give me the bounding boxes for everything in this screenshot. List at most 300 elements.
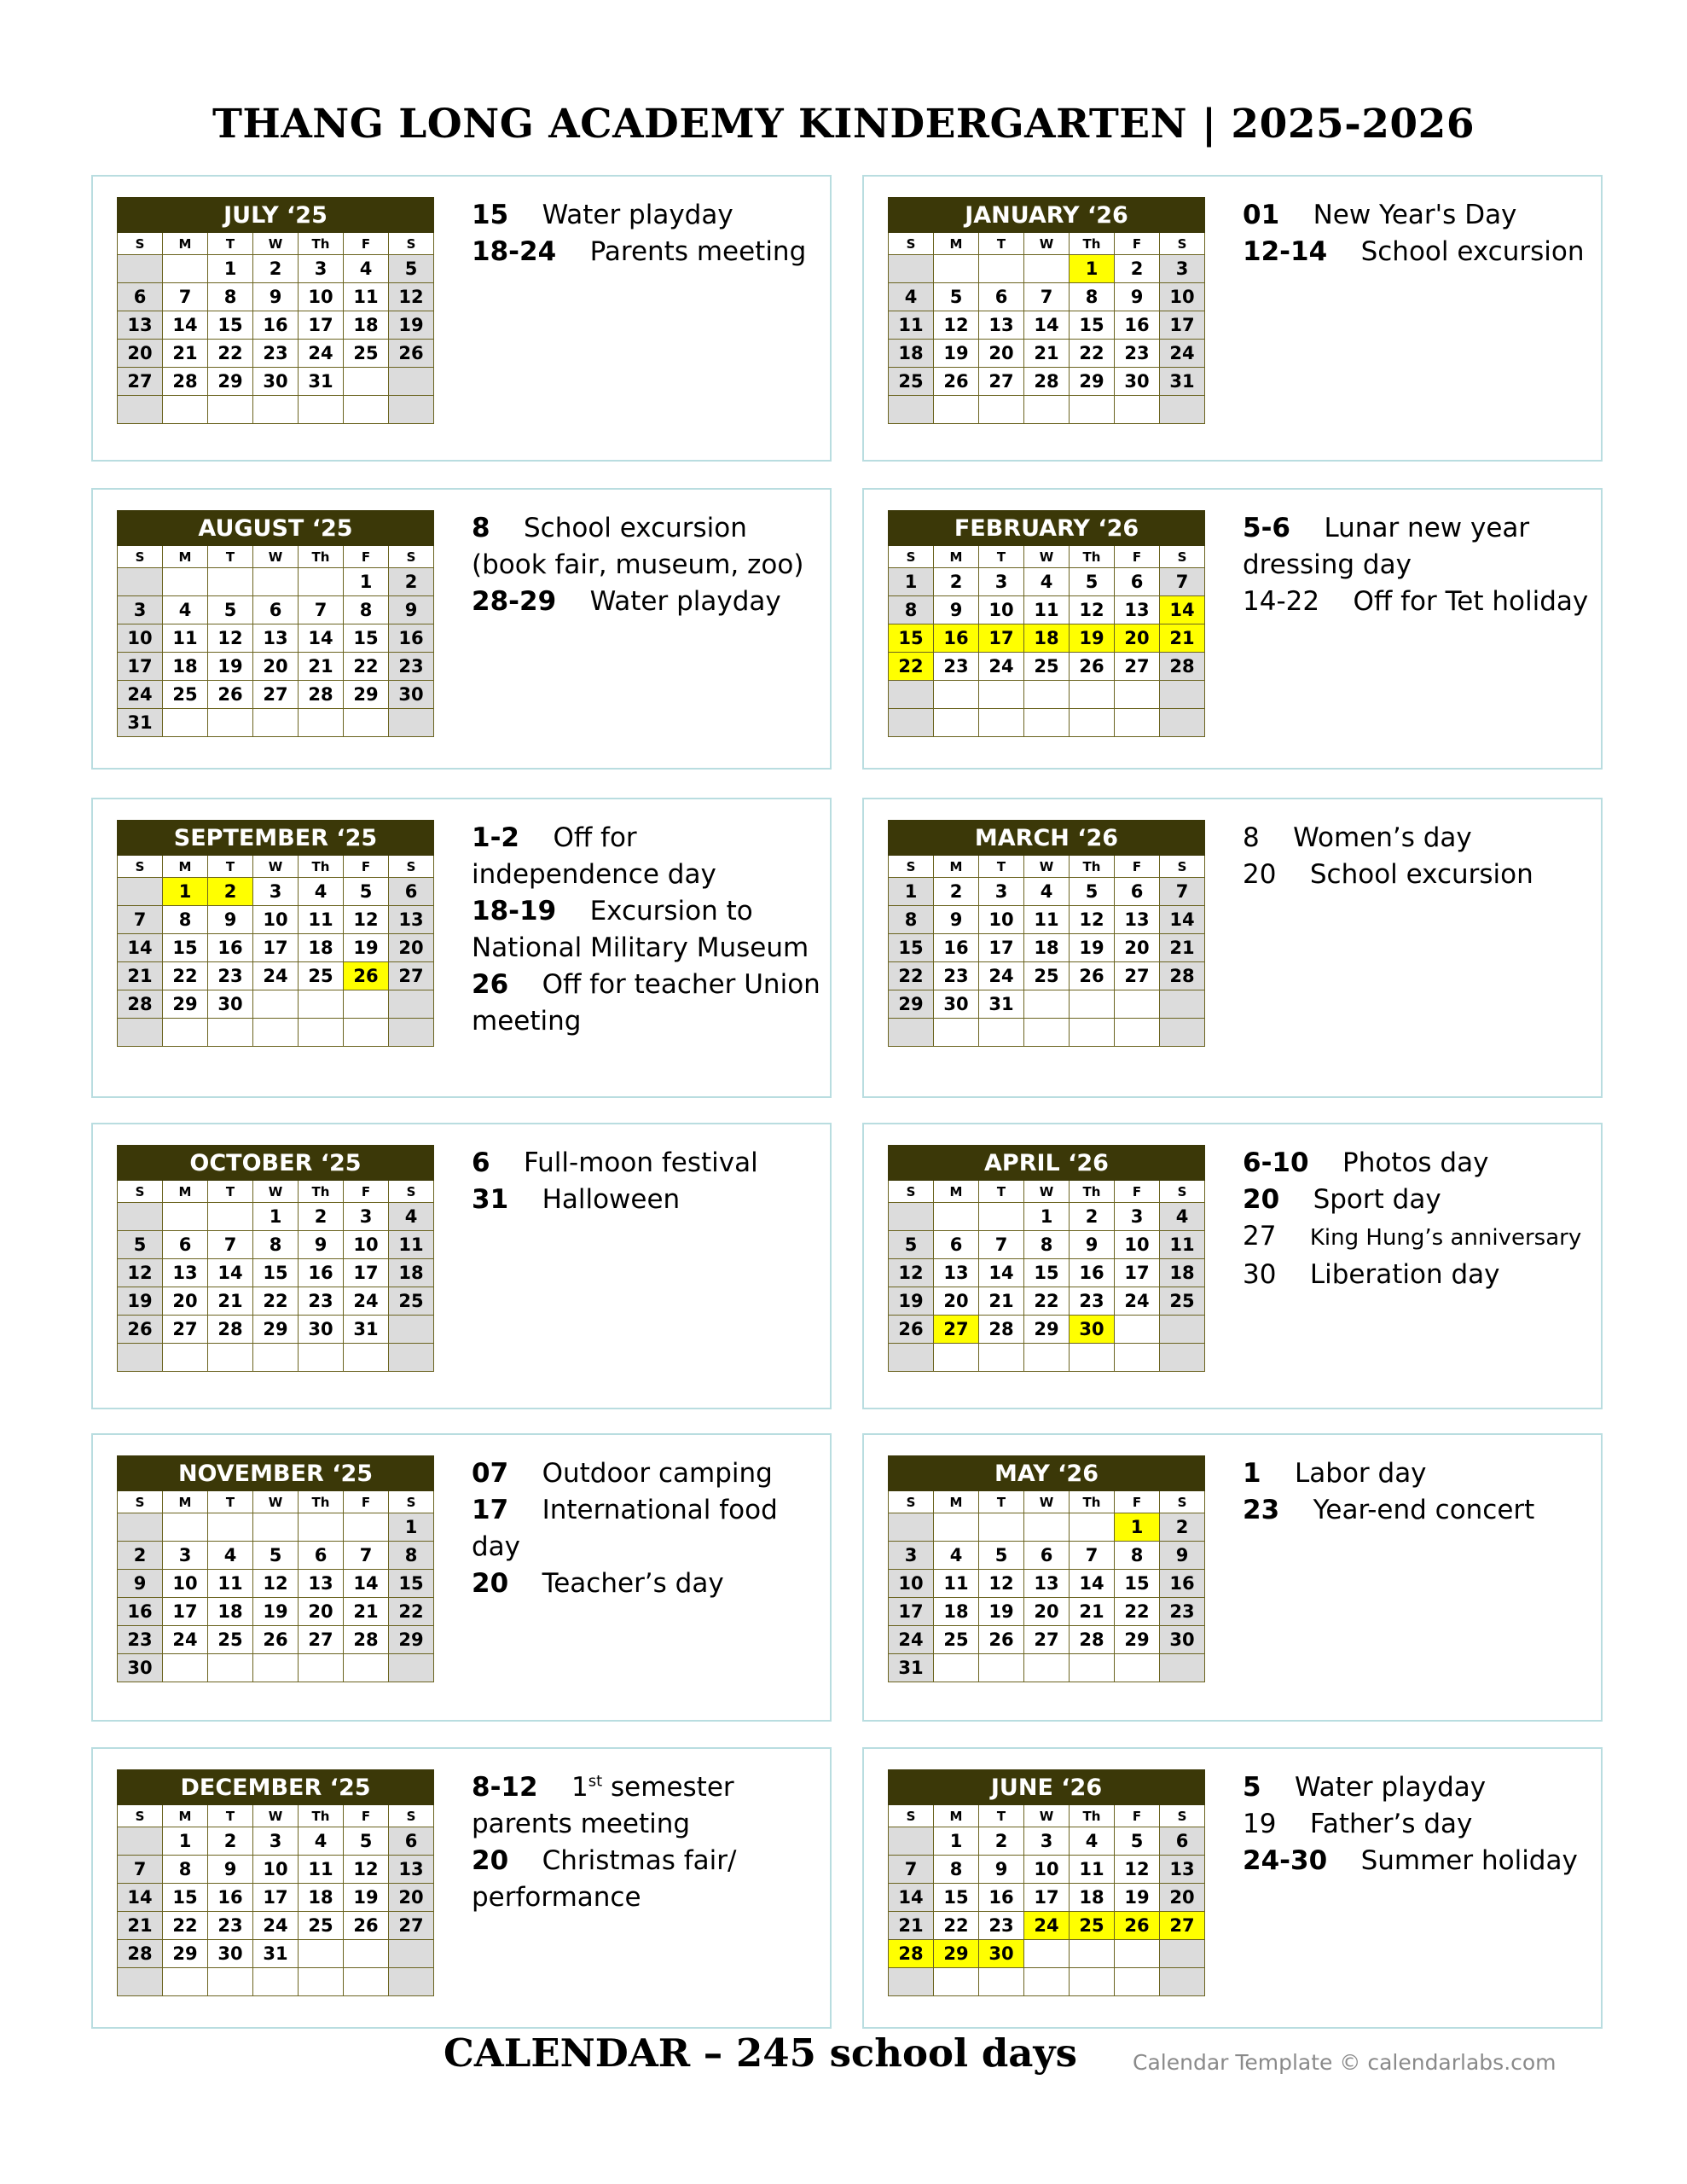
day-cell [1115, 990, 1160, 1019]
event-date: 20 [472, 1568, 509, 1599]
day-cell: 27 [253, 681, 299, 709]
footer-school-days: CALENDAR – 245 school days [443, 2030, 1077, 2076]
day-cell [208, 1513, 253, 1542]
weekday-header: S [389, 1805, 434, 1827]
day-cell: 30 [1070, 1316, 1115, 1344]
day-cell [1160, 396, 1205, 424]
day-cell [934, 709, 979, 737]
day-cell [889, 1203, 934, 1231]
day-cell: 29 [163, 990, 208, 1019]
month-name: JULY ‘25 [118, 198, 434, 233]
day-cell: 21 [1160, 624, 1205, 653]
day-cell [1160, 1968, 1205, 1996]
day-cell: 31 [253, 1940, 299, 1968]
day-cell [1024, 1654, 1070, 1682]
day-cell: 12 [208, 624, 253, 653]
day-cell [889, 396, 934, 424]
weekday-header: Th [1070, 856, 1115, 878]
day-cell: 5 [208, 596, 253, 624]
weekday-header: Th [1070, 1805, 1115, 1827]
event-item [1243, 1455, 1601, 1492]
event-title: Outdoor camping [542, 1458, 773, 1489]
day-cell [1024, 681, 1070, 709]
day-cell: 9 [979, 1856, 1024, 1884]
weekday-header: T [208, 1181, 253, 1203]
day-cell: 10 [979, 596, 1024, 624]
day-cell [979, 1513, 1024, 1542]
weekday-header: M [934, 546, 979, 568]
day-cell: 24 [344, 1287, 389, 1316]
event-item [472, 1769, 830, 1843]
day-cell [889, 1344, 934, 1372]
day-cell: 18 [208, 1598, 253, 1626]
day-cell: 27 [389, 1912, 434, 1940]
month-panel [862, 798, 1603, 1098]
day-cell: 19 [344, 1884, 389, 1912]
day-cell: 29 [1024, 1316, 1070, 1344]
day-cell: 17 [1024, 1884, 1070, 1912]
day-cell [344, 990, 389, 1019]
event-title: King Hung’s anniversary [1309, 1225, 1582, 1251]
day-cell: 25 [299, 1912, 344, 1940]
month-calendar [117, 1769, 434, 1996]
day-cell: 22 [344, 653, 389, 681]
day-cell: 7 [208, 1231, 253, 1259]
day-cell: 30 [208, 1940, 253, 1968]
day-cell: 20 [1115, 624, 1160, 653]
day-cell: 16 [934, 934, 979, 962]
day-cell: 22 [1024, 1287, 1070, 1316]
day-cell: 28 [1160, 653, 1205, 681]
day-cell: 11 [1160, 1231, 1205, 1259]
event-title: Summer holiday [1360, 1845, 1578, 1876]
event-date: 18-24 [472, 236, 557, 267]
day-cell: 23 [1070, 1287, 1115, 1316]
day-cell: 4 [1024, 568, 1070, 596]
weekday-header: W [253, 233, 299, 255]
day-cell: 23 [1115, 340, 1160, 368]
day-cell [934, 396, 979, 424]
day-cell: 4 [1070, 1827, 1115, 1856]
day-cell: 6 [118, 283, 163, 311]
day-cell: 22 [934, 1912, 979, 1940]
day-cell: 6 [1115, 568, 1160, 596]
event-title: School excursion [1360, 236, 1585, 267]
event-item [472, 1455, 830, 1492]
weekday-header: S [118, 546, 163, 568]
day-cell [299, 1019, 344, 1047]
day-cell: 17 [253, 1884, 299, 1912]
day-cell: 20 [118, 340, 163, 368]
month-calendar [117, 510, 434, 737]
day-cell: 9 [934, 906, 979, 934]
day-cell: 30 [389, 681, 434, 709]
day-cell [118, 1513, 163, 1542]
weekday-header: M [934, 1491, 979, 1513]
day-cell: 15 [253, 1259, 299, 1287]
day-cell [1024, 1344, 1070, 1372]
day-cell: 5 [253, 1542, 299, 1570]
weekday-header: S [889, 233, 934, 255]
day-cell [1070, 1344, 1115, 1372]
month-calendar [888, 1769, 1205, 1996]
weekday-header: S [1160, 233, 1205, 255]
day-cell [208, 1654, 253, 1682]
day-cell: 11 [163, 624, 208, 653]
day-cell: 15 [934, 1884, 979, 1912]
day-cell: 5 [1070, 568, 1115, 596]
day-cell: 2 [389, 568, 434, 596]
day-cell: 12 [253, 1570, 299, 1598]
day-cell: 20 [934, 1287, 979, 1316]
day-cell: 18 [344, 311, 389, 340]
day-cell: 29 [208, 368, 253, 396]
event-item [1243, 1806, 1601, 1843]
event-item [472, 510, 830, 584]
day-cell: 26 [1115, 1912, 1160, 1940]
day-cell: 4 [163, 596, 208, 624]
day-cell: 3 [1160, 255, 1205, 283]
day-cell: 19 [389, 311, 434, 340]
day-cell: 8 [1115, 1542, 1160, 1570]
weekday-header: F [1115, 1491, 1160, 1513]
weekday-header: S [1160, 1181, 1205, 1203]
day-cell [344, 1019, 389, 1047]
weekday-header: W [253, 546, 299, 568]
day-cell: 5 [1115, 1827, 1160, 1856]
day-cell: 27 [1115, 962, 1160, 990]
event-item [1243, 1769, 1601, 1806]
day-cell [163, 396, 208, 424]
weekday-header: Th [299, 1491, 344, 1513]
day-cell: 21 [889, 1912, 934, 1940]
day-cell: 20 [389, 1884, 434, 1912]
day-cell: 28 [118, 1940, 163, 1968]
event-date: 17 [472, 1495, 509, 1525]
day-cell: 9 [934, 596, 979, 624]
day-cell: 14 [889, 1884, 934, 1912]
day-cell [934, 1654, 979, 1682]
day-cell: 23 [208, 962, 253, 990]
weekday-header: T [208, 546, 253, 568]
day-cell: 7 [118, 906, 163, 934]
weekday-header: Th [299, 546, 344, 568]
day-cell: 31 [344, 1316, 389, 1344]
day-cell: 25 [934, 1626, 979, 1654]
day-cell: 1 [344, 568, 389, 596]
events-list [472, 820, 830, 1040]
day-cell [1160, 681, 1205, 709]
day-cell: 8 [253, 1231, 299, 1259]
day-cell: 13 [1024, 1570, 1070, 1598]
day-cell: 15 [889, 624, 934, 653]
day-cell [163, 1968, 208, 1996]
day-cell [299, 1344, 344, 1372]
day-cell: 13 [389, 1856, 434, 1884]
day-cell: 25 [1070, 1912, 1115, 1940]
day-cell: 10 [1115, 1231, 1160, 1259]
day-cell: 4 [1024, 878, 1070, 906]
day-cell [389, 1940, 434, 1968]
day-cell: 7 [979, 1231, 1024, 1259]
day-cell: 24 [118, 681, 163, 709]
day-cell: 14 [1160, 596, 1205, 624]
month-panel [91, 1433, 832, 1722]
day-cell: 21 [979, 1287, 1024, 1316]
weekday-header: F [1115, 1805, 1160, 1827]
day-cell [118, 1019, 163, 1047]
day-cell [118, 396, 163, 424]
day-cell: 30 [253, 368, 299, 396]
day-cell: 25 [1024, 653, 1070, 681]
day-cell [1070, 1654, 1115, 1682]
day-cell: 21 [118, 962, 163, 990]
month-calendar [117, 197, 434, 424]
weekday-header: T [208, 1805, 253, 1827]
event-item [1243, 1257, 1601, 1293]
day-cell: 16 [1115, 311, 1160, 340]
day-cell: 30 [1160, 1626, 1205, 1654]
day-cell: 21 [1024, 340, 1070, 368]
day-cell: 12 [889, 1259, 934, 1287]
day-cell: 12 [344, 1856, 389, 1884]
day-cell [344, 709, 389, 737]
weekday-header: F [1115, 546, 1160, 568]
day-cell: 19 [889, 1287, 934, 1316]
day-cell: 29 [1070, 368, 1115, 396]
day-cell [344, 1940, 389, 1968]
day-cell: 9 [299, 1231, 344, 1259]
day-cell: 5 [389, 255, 434, 283]
day-cell [1115, 1654, 1160, 1682]
event-item [472, 967, 830, 1040]
month-panel [91, 798, 832, 1098]
month-name: MAY ‘26 [889, 1456, 1205, 1491]
month-name: OCTOBER ‘25 [118, 1146, 434, 1181]
day-cell: 24 [253, 1912, 299, 1940]
day-cell [208, 709, 253, 737]
day-cell [163, 1654, 208, 1682]
day-cell: 30 [934, 990, 979, 1019]
day-cell [299, 990, 344, 1019]
day-cell: 30 [979, 1940, 1024, 1968]
day-cell: 8 [208, 283, 253, 311]
events-list [1243, 510, 1601, 620]
weekday-header: T [979, 1181, 1024, 1203]
day-cell: 7 [1160, 878, 1205, 906]
weekday-header: M [163, 1805, 208, 1827]
day-cell: 20 [1160, 1884, 1205, 1912]
event-date: 8-12 [472, 1772, 538, 1803]
day-cell: 23 [979, 1912, 1024, 1940]
day-cell: 22 [163, 962, 208, 990]
event-title: Lunar new year dressing day [1243, 513, 1530, 580]
day-cell: 23 [934, 653, 979, 681]
day-cell: 15 [1024, 1259, 1070, 1287]
weekday-header: F [344, 546, 389, 568]
day-cell: 4 [1160, 1203, 1205, 1231]
event-title: Off for Tet holiday [1353, 586, 1589, 617]
day-cell [889, 681, 934, 709]
day-cell [979, 1203, 1024, 1231]
month-name: JANUARY ‘26 [889, 198, 1205, 233]
weekday-header: S [889, 546, 934, 568]
day-cell [1024, 396, 1070, 424]
day-cell: 28 [118, 990, 163, 1019]
day-cell: 17 [253, 934, 299, 962]
day-cell: 8 [163, 1856, 208, 1884]
day-cell: 14 [1024, 311, 1070, 340]
month-calendar [888, 197, 1205, 424]
day-cell: 14 [1070, 1570, 1115, 1598]
day-cell: 13 [253, 624, 299, 653]
day-cell: 26 [389, 340, 434, 368]
day-cell: 2 [1115, 255, 1160, 283]
weekday-header: M [163, 546, 208, 568]
day-cell [299, 1654, 344, 1682]
day-cell: 13 [1115, 596, 1160, 624]
weekday-header: S [118, 233, 163, 255]
template-credit: Calendar Template © calendarlabs.com [1133, 2050, 1557, 2075]
day-cell: 29 [163, 1940, 208, 1968]
day-cell: 2 [208, 878, 253, 906]
day-cell: 17 [118, 653, 163, 681]
day-cell [1024, 1513, 1070, 1542]
day-cell: 8 [344, 596, 389, 624]
day-cell [344, 1344, 389, 1372]
day-cell [1160, 1344, 1205, 1372]
event-item [472, 1843, 830, 1916]
weekday-header: M [934, 233, 979, 255]
event-title: Sport day [1313, 1184, 1441, 1215]
day-cell: 31 [118, 709, 163, 737]
weekday-header: S [118, 1181, 163, 1203]
weekday-header: M [934, 856, 979, 878]
month-panel [862, 1433, 1603, 1722]
day-cell: 10 [299, 283, 344, 311]
day-cell: 14 [163, 311, 208, 340]
day-cell: 11 [344, 283, 389, 311]
day-cell: 4 [389, 1203, 434, 1231]
day-cell [1115, 1344, 1160, 1372]
day-cell: 16 [299, 1259, 344, 1287]
day-cell [979, 255, 1024, 283]
day-cell: 31 [299, 368, 344, 396]
day-cell: 1 [253, 1203, 299, 1231]
day-cell: 21 [163, 340, 208, 368]
day-cell: 19 [208, 653, 253, 681]
day-cell [889, 1019, 934, 1047]
day-cell: 12 [934, 311, 979, 340]
day-cell [389, 1344, 434, 1372]
day-cell: 27 [118, 368, 163, 396]
events-list [1243, 1455, 1601, 1529]
weekday-header: F [1115, 1181, 1160, 1203]
day-cell: 5 [934, 283, 979, 311]
day-cell: 14 [344, 1570, 389, 1598]
month-panel [862, 488, 1603, 770]
day-cell: 10 [163, 1570, 208, 1598]
day-cell: 19 [934, 340, 979, 368]
day-cell [1070, 709, 1115, 737]
weekday-header: S [118, 1805, 163, 1827]
day-cell: 30 [1115, 368, 1160, 396]
day-cell: 22 [253, 1287, 299, 1316]
day-cell [118, 568, 163, 596]
day-cell [389, 368, 434, 396]
event-title: Teacher’s day [542, 1568, 724, 1599]
event-date: 8 [1243, 822, 1260, 853]
day-cell: 3 [889, 1542, 934, 1570]
day-cell: 3 [1115, 1203, 1160, 1231]
day-cell [1160, 1654, 1205, 1682]
day-cell: 15 [389, 1570, 434, 1598]
day-cell: 7 [1070, 1542, 1115, 1570]
day-cell: 27 [1115, 653, 1160, 681]
day-cell: 24 [1115, 1287, 1160, 1316]
event-date: 1-2 [472, 822, 520, 853]
day-cell [1160, 1940, 1205, 1968]
day-cell: 17 [889, 1598, 934, 1626]
day-cell: 10 [1160, 283, 1205, 311]
weekday-header: T [979, 546, 1024, 568]
day-cell: 4 [299, 878, 344, 906]
day-cell: 5 [889, 1231, 934, 1259]
event-date: 20 [472, 1845, 509, 1876]
weekday-header: S [389, 546, 434, 568]
day-cell: 14 [118, 1884, 163, 1912]
day-cell [889, 1513, 934, 1542]
day-cell: 30 [208, 990, 253, 1019]
day-cell: 1 [163, 878, 208, 906]
month-panel [862, 1747, 1603, 2029]
day-cell: 1 [1115, 1513, 1160, 1542]
day-cell: 26 [253, 1626, 299, 1654]
event-item [1243, 1218, 1601, 1257]
month-calendar [117, 820, 434, 1047]
event-item [1243, 1145, 1601, 1182]
month-panel [862, 1123, 1603, 1409]
month-panel [91, 1123, 832, 1409]
day-cell [1024, 1968, 1070, 1996]
day-cell [253, 1344, 299, 1372]
weekday-header: F [344, 1181, 389, 1203]
weekday-header: W [1024, 856, 1070, 878]
event-item [472, 234, 830, 270]
day-cell: 23 [934, 962, 979, 990]
day-cell: 25 [208, 1626, 253, 1654]
day-cell [208, 1203, 253, 1231]
day-cell: 23 [299, 1287, 344, 1316]
weekday-header: S [889, 1805, 934, 1827]
day-cell: 6 [1024, 1542, 1070, 1570]
event-title: Water playday [542, 200, 733, 230]
event-title: Father’s day [1309, 1809, 1473, 1839]
month-calendar [888, 510, 1205, 737]
event-date: 23 [1243, 1495, 1280, 1525]
day-cell: 3 [253, 878, 299, 906]
day-cell [1070, 990, 1115, 1019]
event-item [472, 197, 830, 234]
day-cell: 7 [1160, 568, 1205, 596]
day-cell [208, 396, 253, 424]
day-cell: 10 [118, 624, 163, 653]
month-calendar [117, 1145, 434, 1372]
day-cell [299, 709, 344, 737]
day-cell: 17 [979, 934, 1024, 962]
day-cell [1160, 990, 1205, 1019]
weekday-header: M [163, 856, 208, 878]
